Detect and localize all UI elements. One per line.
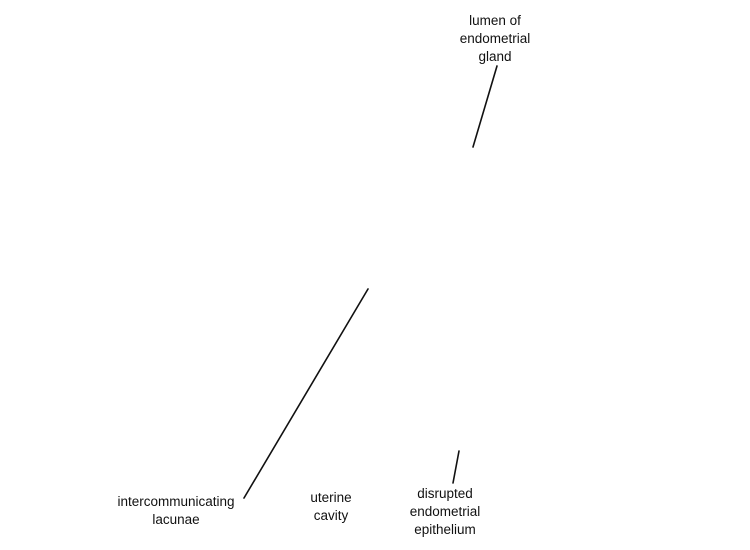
label-line: disrupted [417, 486, 473, 501]
label-line: lumen of [469, 13, 521, 28]
label-intercommunicating-lacunae [105, 493, 247, 529]
label-line: endometrial [409, 504, 481, 519]
label-lumen-of-endometrial-gland [445, 12, 545, 66]
leader-line-disrupted-endometrial-epithelium [453, 451, 459, 483]
label-line: uterine [310, 490, 352, 505]
label-line: gland [478, 49, 512, 64]
leader-line-intercommunicating-lacunae [244, 289, 368, 498]
label-line: lacunae [152, 512, 200, 527]
label-line: epithelium [414, 522, 476, 537]
label-disrupted-endometrial-epithelium [390, 485, 500, 539]
label-line: intercommunicating [117, 494, 235, 509]
label-uterine-cavity [296, 489, 366, 525]
label-line: endometrial [459, 31, 531, 46]
leader-line-lumen-of-endometrial-gland [473, 66, 497, 147]
label-line: cavity [313, 508, 349, 523]
